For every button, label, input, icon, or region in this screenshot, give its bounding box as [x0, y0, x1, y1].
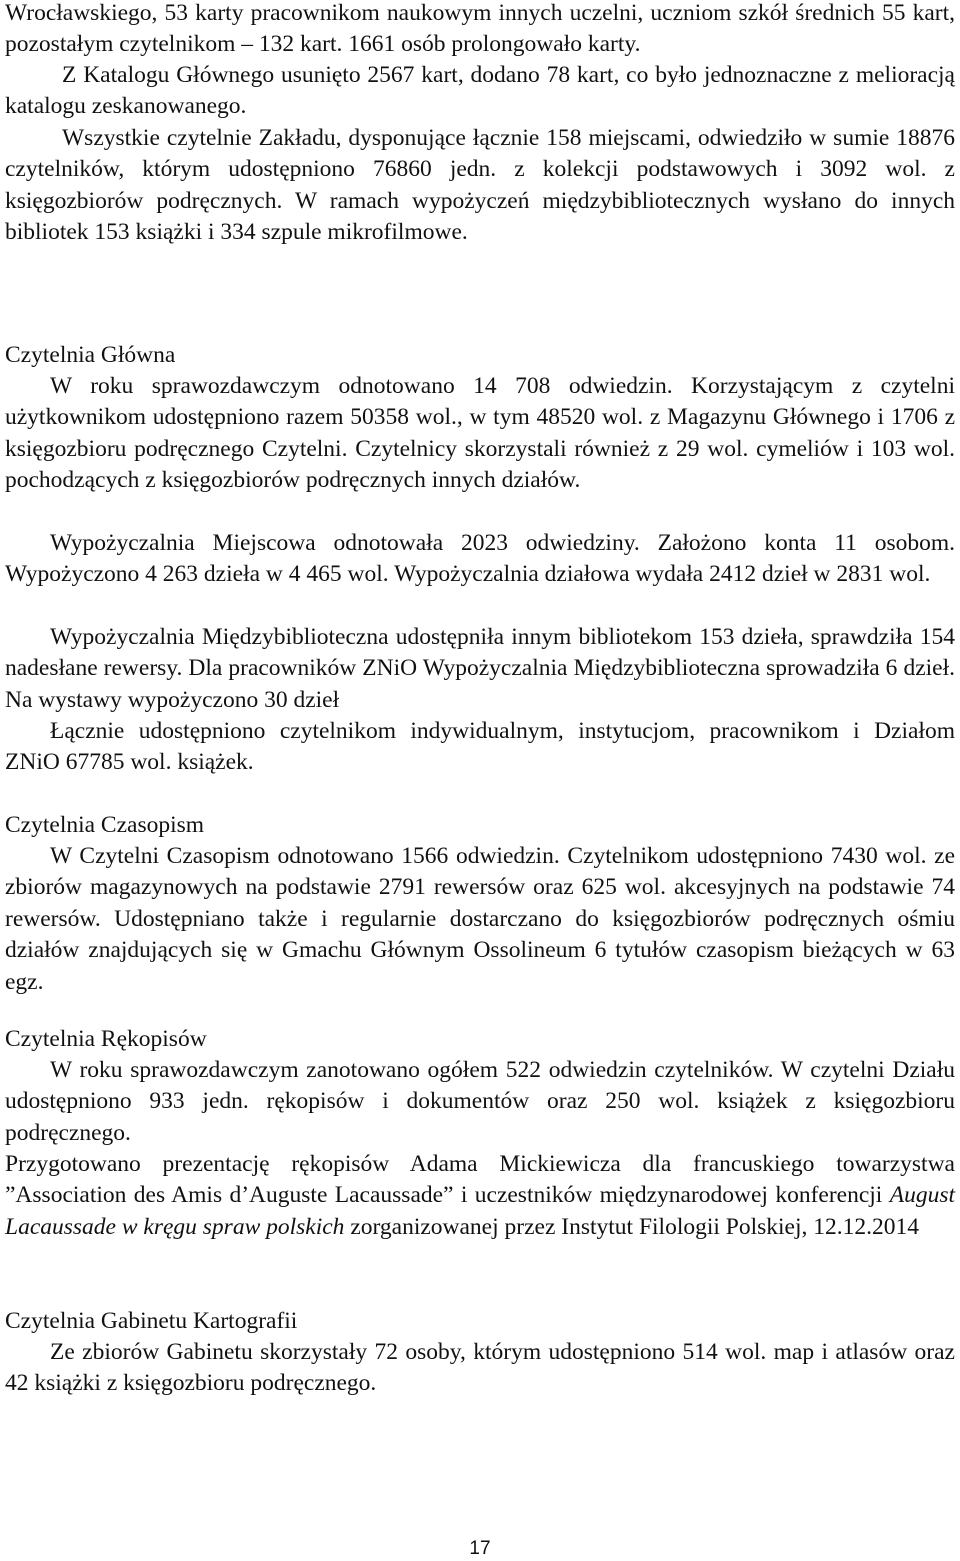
paragraph-periodicals-room: W Czytelni Czasopism odnotowano 1566 odwiedzin. Czytelnikom udostępniono 7430 wol. ze zbiorów magazynowych na podstawie 2791 rewersów oraz 625 wol. akcesyjnych na podstawie 74 rewersów. Udostępniano także i regularnie dostarczano do księgozbiorów podręcznych ośmiu działów znajdujących się w Gmachu Głównym Ossolineum 6 tytułów czasopism bieżących w 63 egz.: [5, 843, 955, 995]
presentation-text: Przygotowano prezentację rękopisów Adama Mickiewicza dla francuskiego towarzystwa ”Association des Amis d’Auguste Lacaussade” i uczestników międzynarodowej konferencji: [5, 1151, 955, 1209]
page-number: 17: [469, 1538, 491, 1559]
paragraph-total-loans: Łącznie udostępniono czytelnikom indywidualnym, instytucjom, pracownikom i Działom ZNiO 67785 wol. książek.: [5, 718, 955, 776]
paragraph-local-lending: Wypożyczalnia Miejscowa odnotowała 2023 odwiedziny. Założono konta 11 osobom. Wypożyczono 4 263 dzieła w 4 465 wol. Wypożyczalnia działowa wydała 2412 dzieł w 2831 wol.: [5, 530, 955, 588]
heading-cartography-room: Czytelnia Gabinetu Kartografii: [5, 1308, 298, 1334]
heading-manuscripts-room: Czytelnia Rękopisów: [5, 1026, 207, 1052]
conference-title: August Lacaussade w kręgu spraw polskich: [5, 1182, 956, 1240]
heading-main-reading-room: Czytelnia Główna: [5, 342, 176, 368]
paragraph-cartography-room: Ze zbiorów Gabinetu skorzystały 72 osoby, którym udostępniono 514 wol. map i atlasów oraz 42 książki z księgozbioru podręcznego.: [5, 1339, 955, 1397]
presentation-organizer: zorganizowanej przez Instytut Filologii Polskiej, 12.12.2014: [350, 1213, 920, 1240]
paragraph-main-reading-room: W roku sprawozdawczym odnotowano 14 708 odwiedzin. Korzystającym z czytelni użytkownikom udostępniono razem 50358 wol., w tym 48520 wol. z Magazynu Głównego i 1706 z księgozbioru podręcznego Czytelni. Czytelnicy skorzystali również z 29 wol. cymeliów i 103 wol. pochodzących z księgozbiorów podręcznych innych działów.: [5, 373, 955, 494]
paragraph-catalog: Z Katalogu Głównego usunięto 2567 kart, dodano 78 kart, co było jednoznaczne z melioracją katalogu zeskanowanego.: [5, 62, 955, 120]
paragraph-interlibrary-lending: Wypożyczalnia Międzybiblioteczna udostępniła innym bibliotekom 153 dzieła, sprawdziła 154 nadesłane rewersy. Dla pracowników ZNiO Wypożyczalnia Międzybiblioteczna sprowadziła 6 dzieł. Na wystawy wypożyczono 30 dzieł: [5, 624, 955, 713]
paragraph-card-stats: Wrocławskiego, 53 karty pracownikom naukowym innych uczelni, uczniom szkół średnich 55 kart, pozostałym czytelnikom – 132 kart. 1661 osób prolongowało karty.: [5, 0, 955, 58]
paragraph-mickiewicz-presentation: [5, 1149, 955, 1243]
paragraph-manuscripts-room: W roku sprawozdawczym zanotowano ogółem 522 odwiedzin czytelników. W czytelni Działu udostępniono 933 jedn. rękopisów i dokumentów oraz 250 wol. książek z księgozbioru podręcznego.: [5, 1057, 955, 1146]
heading-periodicals-room: Czytelnia Czasopism: [5, 812, 205, 838]
paragraph-reading-rooms: Wszystkie czytelnie Zakładu, dysponujące łącznie 158 miejscami, odwiedziło w sumie 18876 czytelników, którym udostępniono 76860 jedn. z kolekcji podstawowych i 3092 wol. z księgozbiorów podręcznych. W ramach wypożyczeń międzybibliotecznych wysłano do innych bibliotek 153 książki i 334 szpule mikrofilmowe.: [5, 125, 955, 246]
